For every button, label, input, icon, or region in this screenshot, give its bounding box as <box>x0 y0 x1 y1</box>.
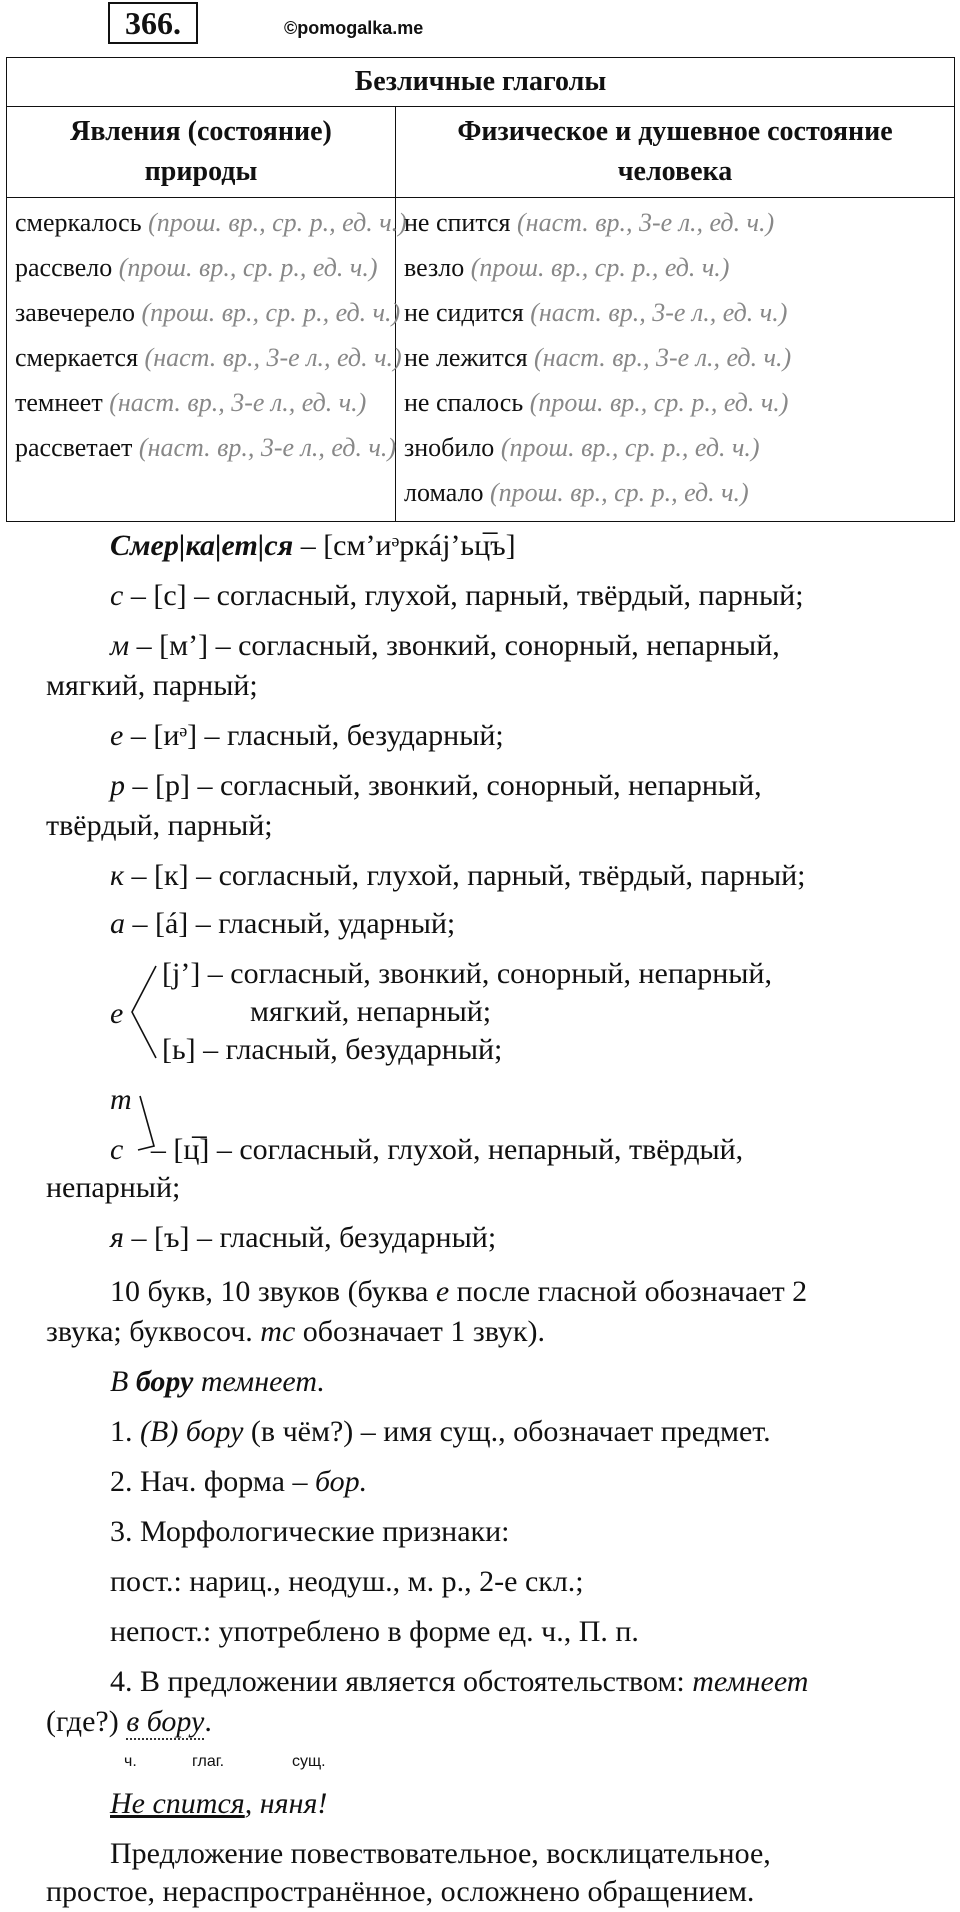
sound-line: а – [á] – гласный, ударный; <box>110 907 456 940</box>
analysis-heading <box>110 526 516 566</box>
table-row: смеркается (наст. вр., 3-е л., ед. ч.) <box>15 343 402 372</box>
sound-line: я – [ъ] – гласный, безударный; <box>110 1221 497 1254</box>
exercise-number: 366. <box>108 2 198 44</box>
letter-e: е <box>110 997 124 1030</box>
sound-line-cont: мягкий, парный; <box>46 669 258 702</box>
adverbial-underline: в бору <box>126 1705 205 1738</box>
sound-line: р – [р] – согласный, звонкий, сонорный, непарный, <box>110 769 762 802</box>
letter-t: т <box>110 1083 132 1116</box>
table-row: темнеет (наст. вр., 3-е л., ед. ч.) <box>15 388 367 417</box>
table-row: рассвело (прош. вр., ср. р., ед. ч.) <box>15 253 378 282</box>
table-row: не спалось (прош. вр., ср. р., ед. ч.) <box>404 388 789 417</box>
sound-line-cont: непарный; <box>46 1171 181 1204</box>
table-row: не спится (наст. вр., 3-е л., ед. ч.) <box>404 208 775 237</box>
column-header-human: Физическое и душевное состояние человека <box>396 107 955 198</box>
analyzed-word: Смер|ка|ет|ся <box>110 529 294 562</box>
sound-line-cont: мягкий, непарный; <box>250 995 492 1028</box>
letter-count: 10 букв, 10 звуков (буква е после гласной обозначает 2 <box>110 1275 808 1308</box>
sound-line: е – [иᵊ] – гласный, безударный; <box>110 719 504 752</box>
table-row: ломало (прош. вр., ср. р., ед. ч.) <box>404 478 749 507</box>
sound-line: к – [к] – согласный, глухой, парный, твёрдый, парный; <box>110 859 806 892</box>
table-row: рассветает (наст. вр., 3-е л., ед. ч.) <box>15 433 397 462</box>
sound-line: с – [с] – согласный, глухой, парный, твёрдый, парный; <box>110 579 804 612</box>
morph-point: 3. Морфологические признаки: <box>110 1515 510 1548</box>
site-watermark: ©pomogalka.me <box>284 18 424 38</box>
table-row: не сидится (наст. вр., 3-е л., ед. ч.) <box>404 298 788 327</box>
label-noun: сущ. <box>292 1753 326 1770</box>
table-row: знобило (прош. вр., ср. р., ед. ч.) <box>404 433 760 462</box>
table-row: везло (прош. вр., ср. р., ед. ч.) <box>404 253 730 282</box>
example-sentence-2: Не спится, няня! <box>110 1787 328 1820</box>
sound-line: [ь] – гласный, безударный; <box>162 1033 503 1066</box>
label-particle: ч. <box>124 1753 137 1770</box>
letter-count-cont: звука; буквосоч. тс обозначает 1 звук). <box>46 1315 545 1348</box>
sound-line: [j’] – согласный, звонкий, сонорный, непарный, <box>162 957 772 990</box>
split-brace-icon <box>128 962 160 1062</box>
table-row: смеркалось (прош. вр., ср. р., ед. ч.) <box>15 208 407 237</box>
final-text: Предложение повествовательное, восклицательное, <box>110 1837 771 1870</box>
example-sentence: В бору темнеет. <box>110 1365 325 1398</box>
table-title: Безличные глаголы <box>7 58 955 107</box>
morph-point: 2. Нач. форма – бор. <box>110 1465 368 1498</box>
label-verb: глаг. <box>192 1753 225 1770</box>
morph-point: пост.: нариц., неодуш., м. р., 2-е скл.; <box>110 1565 584 1598</box>
morph-point: непост.: употреблено в форме ед. ч., П. п. <box>110 1615 639 1648</box>
final-text-cont: простое, нераспространённое, осложнено обращением. <box>46 1875 755 1908</box>
morph-point: 1. (В) бору (в чём?) – имя сущ., обозначает предмет. <box>110 1415 771 1448</box>
sound-line: м – [м’] – согласный, звонкий, сонорный, непарный, <box>110 629 780 662</box>
impersonal-verbs-table <box>6 57 955 522</box>
table-row: завечерело (прош. вр., ср. р., ед. ч.) <box>15 298 401 327</box>
morph-point-cont: (где?) в бору. <box>46 1705 212 1738</box>
sound-line-cont: твёрдый, парный; <box>46 809 273 842</box>
column-human <box>396 198 955 522</box>
transcription: – [см’иᵊркáj’ьц̅ъ] <box>300 529 516 562</box>
morph-point: 4. В предложении является обстоятельством: темнеет <box>110 1665 809 1698</box>
column-nature <box>7 198 407 522</box>
column-header-nature: Явления (состояние) природы <box>7 107 396 198</box>
sound-line: с – [ц̅] – согласный, глухой, непарный, твёрдый, <box>110 1133 744 1166</box>
table-row: не лежится (наст. вр., 3-е л., ед. ч.) <box>404 343 792 372</box>
